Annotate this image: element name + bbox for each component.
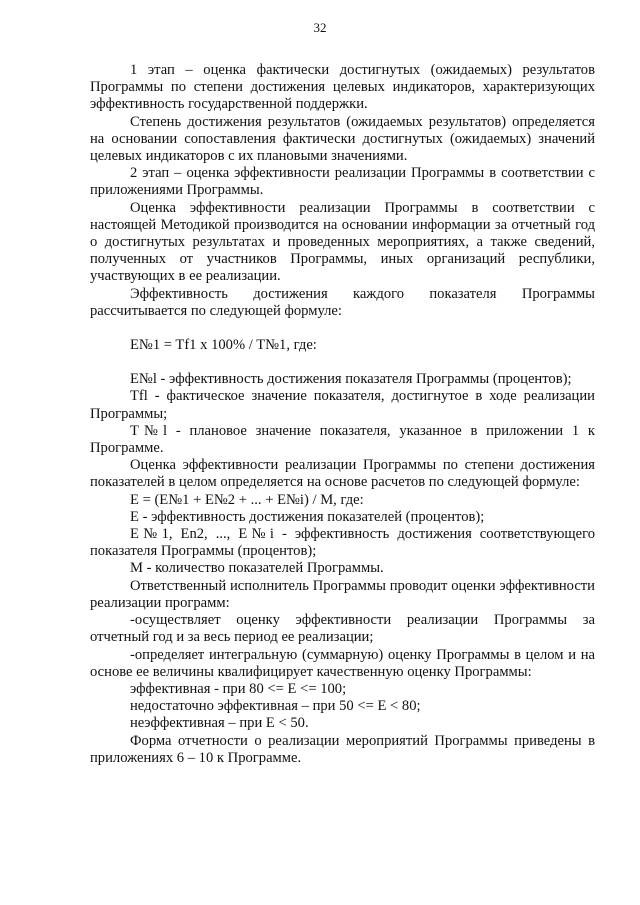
definition-indicator-count: M - количество показателей Программы. — [130, 560, 384, 577]
list-item-annual-evaluation: -осуществляет оценку эффективности реализации Программы за отчетный год и за весь период ее реализации; — [90, 612, 595, 646]
paragraph-achievement-degree: Степень достижения результатов (ожидаемых результатов) определяется на основании сопоставления фактически достигнутых (ожидаемых) значений целевых индикаторов с их плановыми значениями. — [90, 113, 595, 165]
blank-line — [90, 320, 595, 337]
formula-overall-efficiency: E = (E№1 + E№2 + ... + E№i) / M, где: — [130, 491, 364, 508]
paragraph-responsible-executor: Ответственный исполнитель Программы проводит оценки эффективности реализации программ: — [90, 577, 595, 611]
paragraph-stage-2: 2 этап – оценка эффективности реализации Программы в соответствии с приложениями Программы. — [90, 165, 595, 199]
blank-line — [90, 354, 595, 371]
paragraph-overall-evaluation: Оценка эффективности реализации Программы по степени достижения показателей в целом определяется на основе расчетов по следующей формуле: — [90, 457, 595, 491]
criterion-insufficiently-effective: недостаточно эффективная – при 50 <= E < 80; — [130, 698, 421, 715]
list-item-integral-evaluation: -определяет интегральную (суммарную) оценку Программы в целом и на основе ее величины квалифицирует качественную оценку Программы: — [90, 646, 595, 680]
paragraph-stage-1: 1 этап – оценка фактически достигнутых (ожидаемых) результатов Программы по степени достижения целевых индикаторов, характеризующих эффективность государственной поддержки. — [90, 62, 595, 113]
definition-indicator-efficiency: E№l - эффективность достижения показателя Программы (процентов); — [130, 371, 572, 388]
paragraph-reporting-form: Форма отчетности о реализации мероприятий Программы приведены в приложениях 6 – 10 к Программе. — [90, 732, 595, 766]
definition-planned-value: T№l - плановое значение показателя, указанное в приложении 1 к Программе. — [90, 422, 595, 457]
criterion-effective: эффективная - при 80 <= E <= 100; — [130, 680, 347, 697]
page-number: 32 — [313, 20, 327, 35]
definition-actual-value: Tfl - фактическое значение показателя, достигнутое в ходе реализации Программы; — [90, 388, 595, 422]
criterion-ineffective: неэффективная – при E < 50. — [130, 715, 309, 732]
definition-individual-efficiencies: E№1, En2, ..., E№i - эффективность достижения соответствующего показателя Программы (процентов); — [90, 526, 595, 560]
document-body — [90, 62, 595, 767]
definition-overall-efficiency: E - эффективность достижения показателей (процентов); — [130, 508, 485, 525]
paragraph-indicator-formula-intro: Эффективность достижения каждого показателя Программы рассчитывается по следующей формуле: — [90, 285, 595, 319]
formula-indicator-efficiency: E№1 = Tf1 x 100% / T№1, где: — [130, 337, 317, 354]
paragraph-evaluation-method: Оценка эффективности реализации Программы в соответствии с настоящей Методикой производится на основании информации за отчетный год о достигнутых результатах и проведенных мероприятиях, а также сведений, полученных от участников Программы, иных организаций республики, участвующих в ее реализации. — [90, 199, 595, 285]
